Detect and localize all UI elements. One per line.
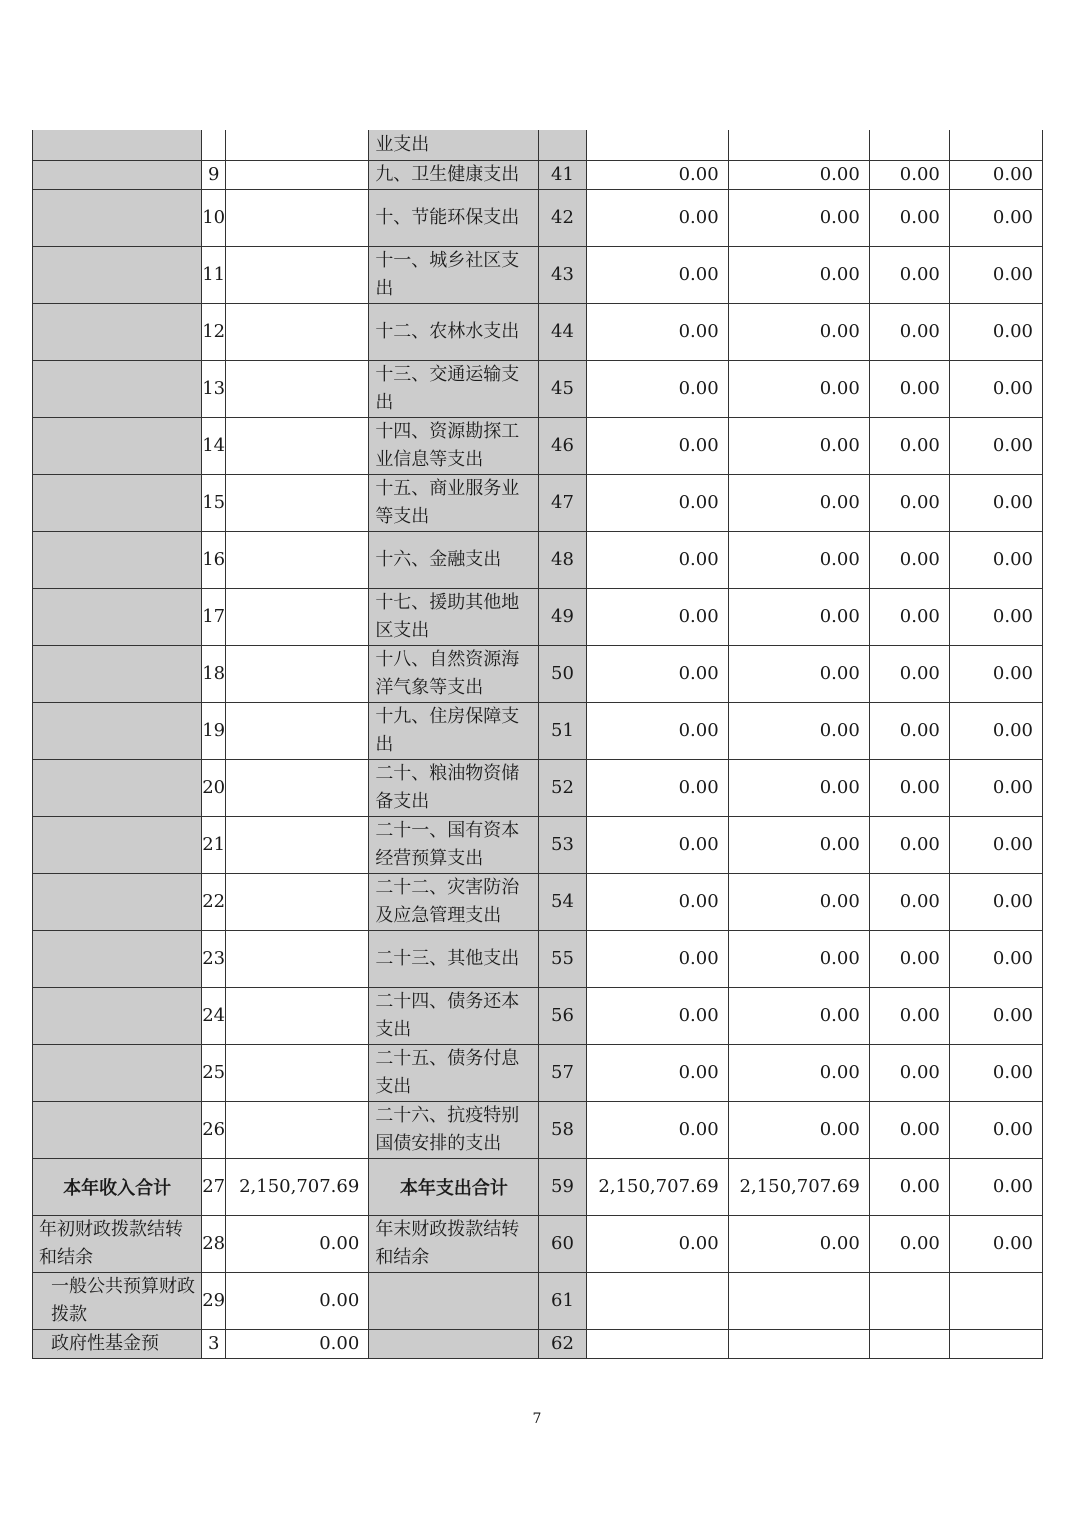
- income-amount-cell: [226, 987, 369, 1044]
- amount-cell: 0.00: [586, 873, 728, 930]
- expense-row: [33, 160, 1043, 189]
- income-label-cell: [33, 645, 202, 702]
- expense-row: [33, 930, 1043, 987]
- line-number-cell: 61: [539, 1272, 586, 1329]
- line-number-cell: 59: [539, 1158, 586, 1215]
- expense-label-cell: 十八、自然资源海洋气象等支出: [369, 645, 539, 702]
- amount-cell: 0.00: [728, 303, 869, 360]
- income-amount-cell: [226, 130, 369, 160]
- amount-cell: 0.00: [949, 303, 1042, 360]
- income-label-cell: 年初财政拨款结转和结余: [33, 1215, 202, 1272]
- income-label-cell: 政府性基金预: [33, 1329, 202, 1358]
- amount-cell: 0.00: [949, 930, 1042, 987]
- expense-row: [33, 816, 1043, 873]
- amount-cell: 0.00: [586, 417, 728, 474]
- amount-cell: 0.00: [586, 987, 728, 1044]
- income-amount-cell: [226, 189, 369, 246]
- amount-cell: 0.00: [586, 816, 728, 873]
- seq-cell: 23: [202, 930, 226, 987]
- amount-cell: [728, 1329, 869, 1358]
- expense-row: [33, 702, 1043, 759]
- seq-cell: 29: [202, 1272, 226, 1329]
- expense-label-cell: 二十一、国有资本经营预算支出: [369, 816, 539, 873]
- amount-cell: 0.00: [728, 873, 869, 930]
- seq-cell: 11: [202, 246, 226, 303]
- seq-cell: 28: [202, 1215, 226, 1272]
- income-label-cell: [33, 303, 202, 360]
- expense-row: [33, 360, 1043, 417]
- amount-cell: 0.00: [949, 160, 1042, 189]
- income-label-cell: [33, 360, 202, 417]
- expense-row: [33, 531, 1043, 588]
- line-number-cell: 41: [539, 160, 586, 189]
- amount-cell: 0.00: [728, 1044, 869, 1101]
- expense-row: [33, 873, 1043, 930]
- amount-cell: 0.00: [728, 1215, 869, 1272]
- expense-row: [33, 303, 1043, 360]
- amount-cell: [728, 1272, 869, 1329]
- line-number-cell: 44: [539, 303, 586, 360]
- amount-cell: 0.00: [949, 1158, 1042, 1215]
- expense-row: [33, 474, 1043, 531]
- line-number-cell: 58: [539, 1101, 586, 1158]
- amount-cell: [869, 130, 949, 160]
- expense-label-cell: 十七、援助其他地区支出: [369, 588, 539, 645]
- amount-cell: 0.00: [949, 360, 1042, 417]
- expense-row: [33, 1044, 1043, 1101]
- expense-label-cell: 业支出: [369, 130, 539, 160]
- seq-cell: 18: [202, 645, 226, 702]
- income-label-cell: [33, 759, 202, 816]
- amount-cell: 0.00: [949, 816, 1042, 873]
- income-amount-cell: 0.00: [226, 1329, 369, 1358]
- seq-cell: 3: [202, 1329, 226, 1358]
- amount-cell: 0.00: [869, 816, 949, 873]
- amount-cell: [869, 1272, 949, 1329]
- amount-cell: [586, 130, 728, 160]
- page-number: 7: [532, 1411, 542, 1427]
- income-label-cell: [33, 987, 202, 1044]
- amount-cell: 0.00: [949, 474, 1042, 531]
- amount-cell: 0.00: [869, 930, 949, 987]
- amount-cell: 0.00: [586, 645, 728, 702]
- amount-cell: 0.00: [728, 588, 869, 645]
- amount-cell: 0.00: [949, 417, 1042, 474]
- expense-row: [33, 246, 1043, 303]
- income-amount-cell: [226, 645, 369, 702]
- amount-cell: 0.00: [728, 189, 869, 246]
- expense-row: [33, 645, 1043, 702]
- amount-cell: 0.00: [949, 1215, 1042, 1272]
- amount-cell: 0.00: [869, 1158, 949, 1215]
- income-label-cell: [33, 930, 202, 987]
- amount-cell: 0.00: [869, 759, 949, 816]
- expense-label-cell: 十、节能环保支出: [369, 189, 539, 246]
- amount-cell: 0.00: [949, 588, 1042, 645]
- income-label-cell: [33, 160, 202, 189]
- amount-cell: 0.00: [869, 873, 949, 930]
- amount-cell: 0.00: [869, 702, 949, 759]
- income-amount-cell: [226, 873, 369, 930]
- expense-row: [33, 588, 1043, 645]
- carryover-row: [33, 1215, 1043, 1272]
- expense-label-cell: 十六、金融支出: [369, 531, 539, 588]
- amount-cell: 0.00: [728, 645, 869, 702]
- amount-cell: 0.00: [728, 702, 869, 759]
- amount-cell: 0.00: [728, 417, 869, 474]
- line-number-cell: 54: [539, 873, 586, 930]
- amount-cell: 0.00: [586, 759, 728, 816]
- amount-cell: 0.00: [586, 189, 728, 246]
- amount-cell: 0.00: [869, 987, 949, 1044]
- income-label-cell: [33, 130, 202, 160]
- seq-cell: 19: [202, 702, 226, 759]
- income-amount-cell: [226, 246, 369, 303]
- income-amount-cell: [226, 303, 369, 360]
- amount-cell: 0.00: [869, 246, 949, 303]
- amount-cell: 0.00: [586, 360, 728, 417]
- amount-cell: 0.00: [869, 160, 949, 189]
- line-number-cell: 43: [539, 246, 586, 303]
- expense-label-cell: 十二、农林水支出: [369, 303, 539, 360]
- line-number-cell: 46: [539, 417, 586, 474]
- amount-cell: 0.00: [586, 246, 728, 303]
- seq-cell: 27: [202, 1158, 226, 1215]
- amount-cell: 0.00: [586, 930, 728, 987]
- income-amount-cell: [226, 1101, 369, 1158]
- amount-cell: 0.00: [869, 189, 949, 246]
- amount-cell: 0.00: [586, 303, 728, 360]
- amount-cell: 0.00: [586, 160, 728, 189]
- seq-cell: 10: [202, 189, 226, 246]
- amount-cell: 0.00: [869, 645, 949, 702]
- amount-cell: 0.00: [728, 816, 869, 873]
- seq-cell: 13: [202, 360, 226, 417]
- seq-cell: 20: [202, 759, 226, 816]
- income-label-cell: [33, 189, 202, 246]
- amount-cell: [728, 130, 869, 160]
- total-row: [33, 1158, 1043, 1215]
- amount-cell: 0.00: [869, 417, 949, 474]
- income-label-cell: [33, 702, 202, 759]
- income-amount-cell: 0.00: [226, 1272, 369, 1329]
- amount-cell: 0.00: [586, 474, 728, 531]
- amount-cell: 0.00: [949, 1044, 1042, 1101]
- continuation-row: [33, 130, 1043, 160]
- amount-cell: 0.00: [728, 531, 869, 588]
- seq-cell: 16: [202, 531, 226, 588]
- expense-row: [33, 417, 1043, 474]
- income-label-cell: [33, 417, 202, 474]
- income-label-cell: [33, 1101, 202, 1158]
- amount-cell: 0.00: [728, 474, 869, 531]
- income-amount-cell: [226, 816, 369, 873]
- income-label-cell: [33, 816, 202, 873]
- expense-label-cell: 二十、粮油物资储备支出: [369, 759, 539, 816]
- amount-cell: 0.00: [949, 645, 1042, 702]
- line-number-cell: 51: [539, 702, 586, 759]
- income-label-cell: [33, 588, 202, 645]
- amount-cell: 0.00: [869, 474, 949, 531]
- expense-label-cell: [369, 1329, 539, 1358]
- fund-budget-row: [33, 1329, 1043, 1358]
- seq-cell: 17: [202, 588, 226, 645]
- income-amount-cell: [226, 1044, 369, 1101]
- seq-cell: 21: [202, 816, 226, 873]
- amount-cell: 0.00: [869, 1044, 949, 1101]
- expense-row: [33, 1101, 1043, 1158]
- seq-cell: 9: [202, 160, 226, 189]
- expense-total-label: 本年支出合计: [369, 1158, 539, 1215]
- expense-label-cell: 二十四、债务还本支出: [369, 987, 539, 1044]
- expense-row: [33, 987, 1043, 1044]
- line-number-cell: [539, 130, 586, 160]
- amount-cell: 0.00: [869, 360, 949, 417]
- seq-cell: 15: [202, 474, 226, 531]
- expense-label-cell: 十五、商业服务业等支出: [369, 474, 539, 531]
- amount-cell: 0.00: [949, 189, 1042, 246]
- amount-cell: 0.00: [728, 1101, 869, 1158]
- amount-cell: 0.00: [586, 1215, 728, 1272]
- expense-label-cell: 年末财政拨款结转和结余: [369, 1215, 539, 1272]
- amount-cell: 0.00: [728, 759, 869, 816]
- budget-table: [32, 130, 1043, 1359]
- expense-row: [33, 759, 1043, 816]
- amount-cell: 0.00: [949, 246, 1042, 303]
- expense-label-cell: 十四、资源勘探工业信息等支出: [369, 417, 539, 474]
- expense-label-cell: 十一、城乡社区支出: [369, 246, 539, 303]
- amount-cell: 0.00: [728, 930, 869, 987]
- amount-cell: 0.00: [949, 702, 1042, 759]
- seq-cell: 26: [202, 1101, 226, 1158]
- amount-cell: 0.00: [869, 303, 949, 360]
- amount-cell: [949, 1329, 1042, 1358]
- amount-cell: [949, 1272, 1042, 1329]
- line-number-cell: 52: [539, 759, 586, 816]
- amount-cell: 0.00: [586, 531, 728, 588]
- income-amount-cell: [226, 474, 369, 531]
- expense-row: [33, 189, 1043, 246]
- seq-cell: 12: [202, 303, 226, 360]
- seq-cell: 24: [202, 987, 226, 1044]
- amount-cell: 0.00: [586, 702, 728, 759]
- income-amount-cell: [226, 417, 369, 474]
- expense-label-cell: 九、卫生健康支出: [369, 160, 539, 189]
- amount-cell: 0.00: [949, 531, 1042, 588]
- line-number-cell: 56: [539, 987, 586, 1044]
- line-number-cell: 47: [539, 474, 586, 531]
- expense-label-cell: 十三、交通运输支出: [369, 360, 539, 417]
- income-amount-cell: [226, 702, 369, 759]
- amount-cell: 0.00: [869, 1101, 949, 1158]
- income-label-cell: [33, 246, 202, 303]
- seq-cell: 22: [202, 873, 226, 930]
- amount-cell: 2,150,707.69: [586, 1158, 728, 1215]
- income-label-cell: [33, 1044, 202, 1101]
- amount-cell: 0.00: [869, 588, 949, 645]
- amount-cell: 0.00: [728, 160, 869, 189]
- line-number-cell: 42: [539, 189, 586, 246]
- income-amount-cell: [226, 531, 369, 588]
- amount-cell: 0.00: [949, 987, 1042, 1044]
- amount-cell: [586, 1329, 728, 1358]
- income-label-cell: 一般公共预算财政拨款: [33, 1272, 202, 1329]
- amount-cell: 0.00: [728, 987, 869, 1044]
- seq-cell: 14: [202, 417, 226, 474]
- income-total-amount: 2,150,707.69: [226, 1158, 369, 1215]
- income-label-cell: [33, 474, 202, 531]
- income-label-cell: [33, 531, 202, 588]
- amount-cell: 0.00: [949, 1101, 1042, 1158]
- income-amount-cell: [226, 930, 369, 987]
- line-number-cell: 55: [539, 930, 586, 987]
- amount-cell: 0.00: [728, 246, 869, 303]
- line-number-cell: 48: [539, 531, 586, 588]
- expense-label-cell: [369, 1272, 539, 1329]
- line-number-cell: 49: [539, 588, 586, 645]
- amount-cell: [586, 1272, 728, 1329]
- amount-cell: 0.00: [728, 360, 869, 417]
- expense-label-cell: 二十二、灾害防治及应急管理支出: [369, 873, 539, 930]
- amount-cell: 0.00: [586, 1044, 728, 1101]
- amount-cell: 0.00: [949, 873, 1042, 930]
- expense-label-cell: 二十六、抗疫特别国债安排的支出: [369, 1101, 539, 1158]
- line-number-cell: 60: [539, 1215, 586, 1272]
- amount-cell: 0.00: [586, 588, 728, 645]
- amount-cell: 0.00: [586, 1101, 728, 1158]
- amount-cell: 0.00: [869, 531, 949, 588]
- income-amount-cell: [226, 588, 369, 645]
- income-amount-cell: [226, 160, 369, 189]
- income-amount-cell: [226, 360, 369, 417]
- income-amount-cell: [226, 759, 369, 816]
- amount-cell: [869, 1329, 949, 1358]
- expense-label-cell: 二十五、债务付息支出: [369, 1044, 539, 1101]
- income-total-label: 本年收入合计: [33, 1158, 202, 1215]
- line-number-cell: 62: [539, 1329, 586, 1358]
- line-number-cell: 50: [539, 645, 586, 702]
- expense-label-cell: 二十三、其他支出: [369, 930, 539, 987]
- income-label-cell: [33, 873, 202, 930]
- line-number-cell: 45: [539, 360, 586, 417]
- amount-cell: 2,150,707.69: [728, 1158, 869, 1215]
- amount-cell: 0.00: [869, 1215, 949, 1272]
- seq-cell: [202, 130, 226, 160]
- expense-label-cell: 十九、住房保障支出: [369, 702, 539, 759]
- amount-cell: [949, 130, 1042, 160]
- general-budget-row: [33, 1272, 1043, 1329]
- amount-cell: 0.00: [949, 759, 1042, 816]
- line-number-cell: 57: [539, 1044, 586, 1101]
- seq-cell: 25: [202, 1044, 226, 1101]
- income-amount-cell: 0.00: [226, 1215, 369, 1272]
- line-number-cell: 53: [539, 816, 586, 873]
